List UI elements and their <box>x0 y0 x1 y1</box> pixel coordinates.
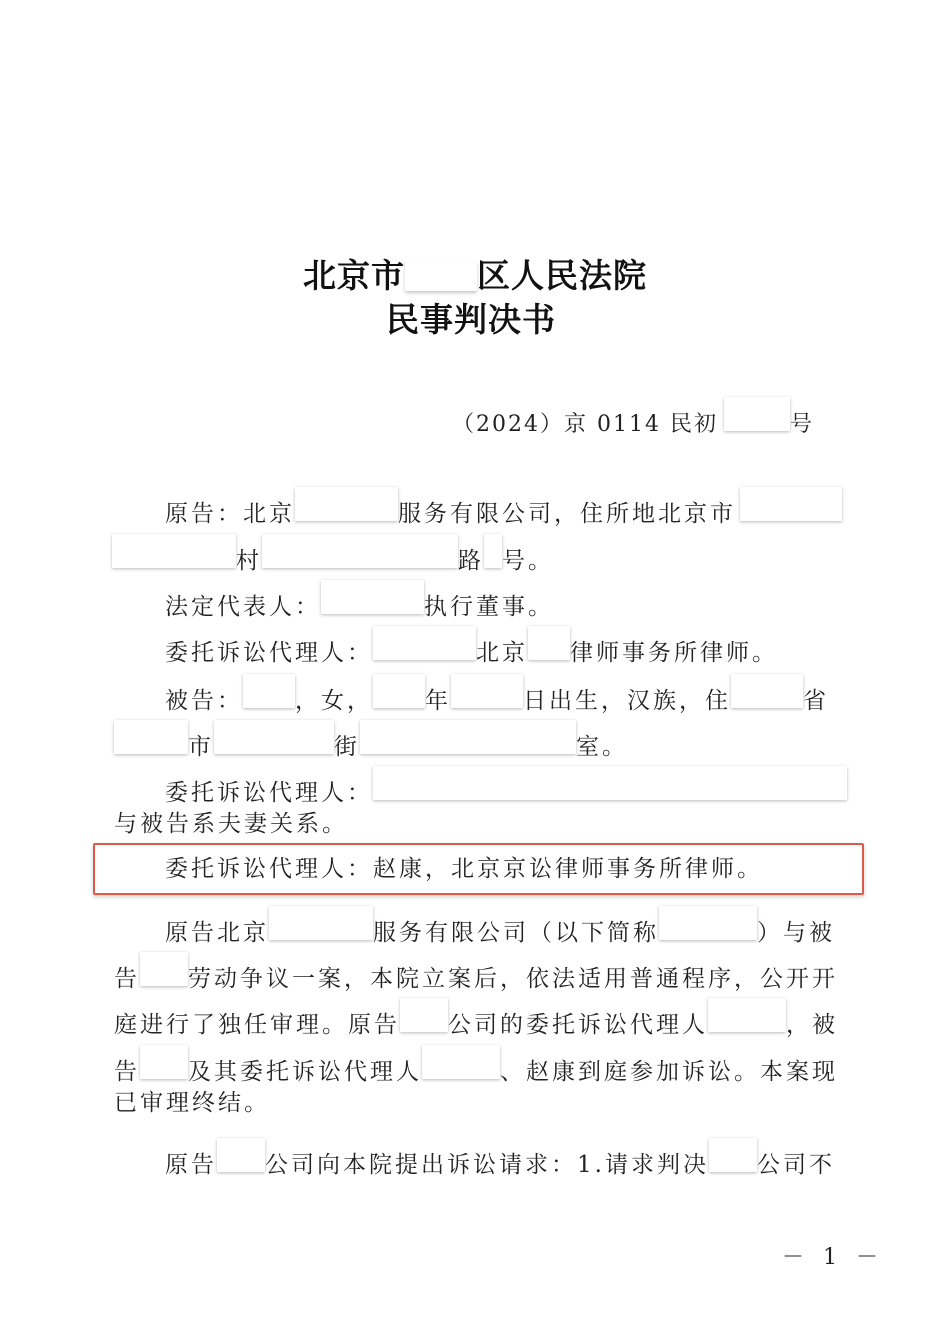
redacted-defendant-name <box>243 674 295 708</box>
redacted-plaintiff-town <box>112 534 236 568</box>
para1-line-4 <box>114 1045 838 1084</box>
para1-line-1 <box>165 906 835 945</box>
plaintiff-road: 路 <box>458 548 484 574</box>
redacted-defendant-city <box>114 720 188 754</box>
para1-l3-a: 庭进行了独任审理。原告 <box>114 1012 400 1038</box>
redacted-defendant-address <box>360 720 576 754</box>
redacted-para2-plaintiff <box>217 1138 265 1172</box>
redacted-plaintiff-number <box>484 534 502 568</box>
para1-l1-c: ）与被 <box>757 920 835 946</box>
defendant-year: 年 <box>425 688 451 714</box>
defendant-gender: ，女， <box>295 688 373 714</box>
redacted-agent2-info <box>373 766 847 800</box>
plaintiff-village: 村 <box>236 548 262 574</box>
agent1-city: 北京 <box>476 640 528 666</box>
para1-l4-b: 及其委托诉讼代理人 <box>188 1059 422 1085</box>
agent1-label: 委托诉讼代理人： <box>165 640 373 666</box>
para1-l2-a: 告 <box>114 966 140 992</box>
agent1-line <box>165 626 778 665</box>
defendant-city: 市 <box>188 734 214 760</box>
para1-l2-b: 劳动争议一案，本院立案后，依法适用普通程序，公开开 <box>188 966 838 992</box>
redacted-para1-agent2 <box>422 1045 500 1079</box>
court-name-heading <box>0 250 950 297</box>
para1-line-5: 已审理终结。 <box>114 1090 270 1116</box>
document-type-heading: 民事判决书 <box>386 300 556 339</box>
agent2-line-1 <box>165 766 847 805</box>
para1-l1-a: 原告北京 <box>165 920 269 946</box>
defendant-province: 省 <box>803 688 829 714</box>
redacted-birth-year <box>373 674 425 708</box>
court-name-part2: 区人民法院 <box>477 256 647 295</box>
plaintiff-label: 原告：北京 <box>165 501 295 527</box>
redacted-para1-agent <box>708 998 786 1032</box>
redacted-para1-defendant <box>140 952 188 986</box>
redacted-district <box>405 261 477 291</box>
para1-line-2 <box>114 952 838 991</box>
redacted-para1-abbr <box>659 906 757 940</box>
para2-a: 原告 <box>165 1152 217 1178</box>
para1-l3-c: ，被 <box>786 1012 838 1038</box>
case-number <box>452 397 814 436</box>
para1-l4-a: 告 <box>114 1059 140 1085</box>
para1-l4-c: 、赵康到庭参加诉讼。本案现 <box>500 1059 838 1085</box>
court-name-part1: 北京市 <box>303 256 405 295</box>
redacted-case-id <box>724 397 790 431</box>
para1-line-3 <box>114 998 838 1037</box>
para1-l3-b: 公司的委托诉讼代理人 <box>448 1012 708 1038</box>
plaintiff-line-2 <box>112 534 554 573</box>
redacted-legal-rep <box>321 580 424 614</box>
para2-c: 公司不 <box>756 1152 835 1178</box>
redacted-para2-company <box>709 1138 757 1172</box>
redacted-plaintiff-road <box>262 534 458 568</box>
agent3-line: 委托诉讼代理人：赵康，北京京讼律师事务所律师。 <box>165 856 763 882</box>
redacted-defendant-district <box>214 720 334 754</box>
redacted-plaintiff-name <box>295 487 398 521</box>
defendant-room: 室。 <box>576 734 628 760</box>
para2-line-1 <box>165 1138 835 1177</box>
case-number-prefix: （2024）京 0114 民初 <box>452 412 718 437</box>
agent1-firm: 律师事务所律师。 <box>570 640 778 666</box>
plaintiff-company-suffix: 服务有限公司，住所地北京市 <box>398 501 736 527</box>
redacted-birth-date <box>451 674 523 708</box>
defendant-label: 被告： <box>165 688 243 714</box>
case-number-suffix: 号 <box>789 412 814 437</box>
redacted-agent1-firm <box>528 626 570 660</box>
para2-b: 公司向本院提出诉讼请求：1.请求判决 <box>265 1152 709 1178</box>
redacted-para1-plaintiff <box>400 998 448 1032</box>
legal-rep-label: 法定代表人： <box>165 594 321 620</box>
legal-rep-line <box>165 580 554 619</box>
plaintiff-number: 号。 <box>502 548 554 574</box>
defendant-line-2 <box>114 720 628 759</box>
defendant-street: 街 <box>334 734 360 760</box>
para1-l1-b: 服务有限公司（以下简称 <box>373 920 659 946</box>
redacted-para1-company <box>269 906 373 940</box>
redacted-defendant-province <box>731 674 803 708</box>
legal-rep-title: 执行董事。 <box>424 594 554 620</box>
plaintiff-line-1 <box>165 487 842 526</box>
redacted-plaintiff-district <box>740 487 842 521</box>
agent2-label: 委托诉讼代理人： <box>165 780 373 806</box>
redacted-agent1-name <box>373 626 476 660</box>
page-number: － 1 － <box>782 1245 884 1270</box>
defendant-line-1 <box>165 674 829 713</box>
defendant-birth: 日出生，汉族，住 <box>523 688 731 714</box>
redacted-para1-defendant2 <box>140 1045 188 1079</box>
agent2-line-2: 与被告系夫妻关系。 <box>114 811 348 837</box>
